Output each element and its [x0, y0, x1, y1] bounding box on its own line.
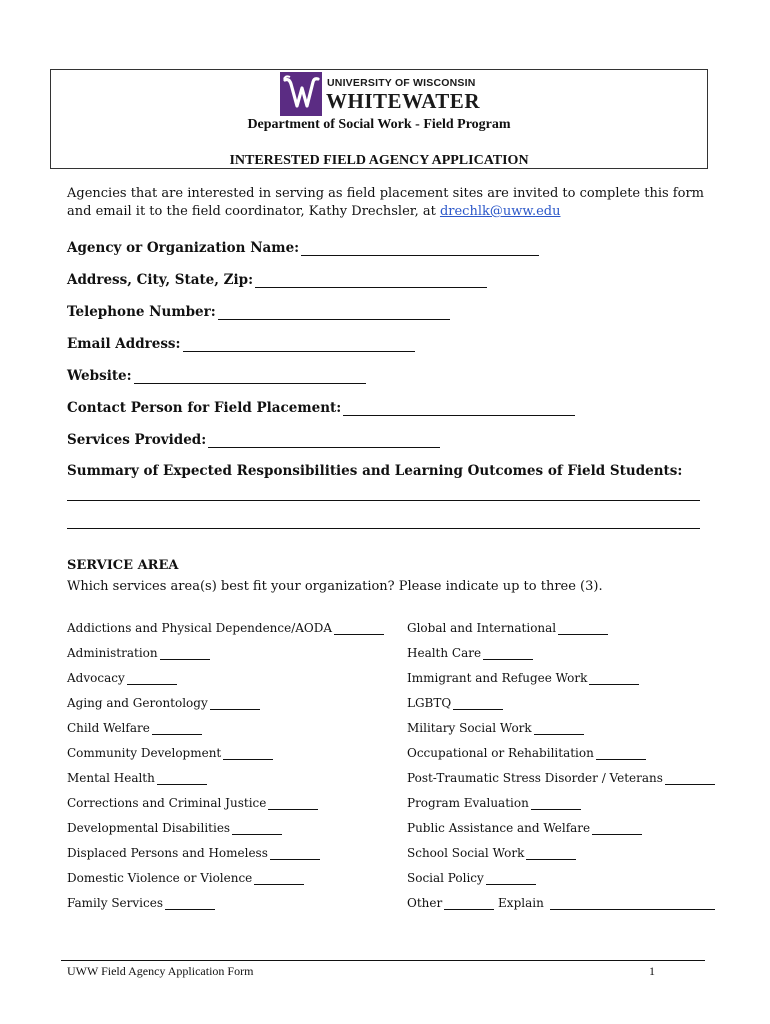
service-item-right: [407, 696, 503, 710]
contact-person-field: [67, 400, 575, 416]
service-item-label: Family Services: [67, 896, 163, 910]
page-number: 1: [649, 964, 655, 978]
service-item-label: Immigrant and Refugee Work: [407, 671, 588, 685]
service-item-check-line[interactable]: [232, 824, 282, 835]
service-item-label: School Social Work: [407, 846, 525, 860]
explain-label: Explain: [494, 896, 548, 910]
agency-name-label: Agency or Organization Name:: [67, 240, 300, 256]
website-field: [67, 368, 366, 384]
service-item-right: [407, 771, 715, 785]
service-area-question: Which services area(s) best fit your organization? Please indicate up to three (3).: [67, 579, 603, 594]
telephone-field: [67, 304, 450, 320]
service-item-left: [67, 721, 202, 735]
service-item-label: Developmental Disabilities: [67, 821, 231, 835]
service-item-left: [67, 671, 177, 685]
service-item-right: [407, 796, 581, 810]
service-item-label: Advocacy: [67, 671, 125, 685]
service-item-check-line[interactable]: [453, 699, 503, 710]
service-item-check-line[interactable]: [558, 624, 608, 635]
contact-person-label: Contact Person for Field Placement:: [67, 400, 342, 416]
service-item-right: [407, 821, 642, 835]
service-item-check-line[interactable]: [534, 724, 584, 735]
service-item-label: Aging and Gerontology: [67, 696, 208, 710]
website-label: Website:: [67, 368, 132, 384]
service-item-label: Global and International: [407, 621, 557, 635]
explain-input-line[interactable]: [550, 899, 715, 910]
service-item-check-line[interactable]: [160, 649, 210, 660]
coordinator-email-link[interactable]: drechlk@uww.edu: [439, 204, 561, 219]
department-heading: Department of Social Work - Field Program: [247, 117, 511, 132]
service-item-check-line[interactable]: [270, 849, 320, 860]
service-item-label: Displaced Persons and Homeless: [67, 846, 268, 860]
services-provided-input-line[interactable]: [208, 435, 440, 448]
services-provided-label: Services Provided:: [67, 432, 207, 448]
service-item-label: Addictions and Physical Dependence/AODA: [67, 621, 333, 635]
service-item-label: Health Care: [407, 646, 482, 660]
summary-field: [67, 463, 682, 479]
footer-form-name: UWW Field Agency Application Form: [67, 964, 254, 978]
service-item-check-line[interactable]: [665, 774, 715, 785]
contact-person-input-line[interactable]: [343, 403, 575, 416]
service-item-right: [407, 721, 584, 735]
service-item-label: LGBTQ: [407, 696, 452, 710]
agency-name-field: [67, 240, 539, 256]
service-item-left: [67, 896, 215, 910]
service-item-left: [67, 821, 282, 835]
service-item-check-line[interactable]: [165, 899, 215, 910]
website-input-line[interactable]: [134, 371, 366, 384]
service-item-right: [407, 746, 646, 760]
intro-paragraph: [67, 185, 707, 221]
summary-input-line-1[interactable]: [67, 500, 700, 501]
agency-name-input-line[interactable]: [301, 243, 539, 256]
service-item-label: Program Evaluation: [407, 796, 529, 810]
service-item-left: [67, 696, 260, 710]
service-item-check-line[interactable]: [268, 799, 318, 810]
service-item-check-line[interactable]: [531, 799, 581, 810]
uww-w-logo-icon: [280, 72, 322, 116]
service-item-check-line[interactable]: [223, 749, 273, 760]
service-item-check-line[interactable]: [254, 874, 304, 885]
service-item-label: Domestic Violence or Violence: [67, 871, 253, 885]
service-item-right: [407, 896, 715, 910]
service-item-label: Social Policy: [407, 871, 484, 885]
service-item-left: [67, 796, 318, 810]
summary-input-line-2[interactable]: [67, 528, 700, 529]
service-item-label: Post-Traumatic Stress Disorder / Veterans: [407, 771, 663, 785]
telephone-label: Telephone Number:: [67, 304, 216, 320]
service-item-right: [407, 671, 639, 685]
logo-whitewater-text: WHITEWATER: [326, 89, 480, 113]
email-field: [67, 336, 415, 352]
service-item-label: Child Welfare: [67, 721, 150, 735]
service-item-check-line[interactable]: [596, 749, 646, 760]
service-item-check-line[interactable]: [526, 849, 576, 860]
address-label: Address, City, State, Zip:: [67, 272, 254, 288]
service-item-left: [67, 846, 320, 860]
service-item-label: Public Assistance and Welfare: [407, 821, 591, 835]
service-item-label: Corrections and Criminal Justice: [67, 796, 267, 810]
service-item-label: Mental Health: [67, 771, 155, 785]
service-item-check-line[interactable]: [157, 774, 207, 785]
service-item-left: [67, 771, 207, 785]
service-item-right: [407, 871, 536, 885]
service-item-right: [407, 846, 576, 860]
service-item-check-line[interactable]: [589, 674, 639, 685]
intro-text: Agencies that are interested in serving as field placement sites are invited to complete this form and email it to the field coordinator, Kathy Drechsler, at: [67, 186, 704, 219]
email-input-line[interactable]: [183, 339, 415, 352]
service-item-label: Administration: [67, 646, 158, 660]
service-item-right: [407, 646, 533, 660]
service-item-check-line[interactable]: [152, 724, 202, 735]
service-item-left: [67, 746, 273, 760]
address-input-line[interactable]: [255, 275, 487, 288]
form-title: INTERESTED FIELD AGENCY APPLICATION: [229, 153, 529, 168]
service-item-check-line[interactable]: [444, 899, 494, 910]
service-item-check-line[interactable]: [127, 674, 177, 685]
service-item-label: Other: [407, 896, 443, 910]
university-logo: [280, 72, 480, 118]
logo-university-text: UNIVERSITY OF WISCONSIN: [327, 77, 476, 89]
service-item-check-line[interactable]: [592, 824, 642, 835]
service-item-label: Community Development: [67, 746, 222, 760]
footer-divider: [61, 960, 705, 961]
telephone-input-line[interactable]: [218, 307, 450, 320]
service-item-check-line[interactable]: [334, 624, 384, 635]
service-item-left: [67, 621, 384, 635]
service-item-label: Occupational or Rehabilitation: [407, 746, 594, 760]
service-item-left: [67, 646, 210, 660]
services-provided-field: [67, 432, 440, 448]
email-label: Email Address:: [67, 336, 181, 352]
service-item-left: [67, 871, 304, 885]
service-item-check-line[interactable]: [483, 649, 533, 660]
service-item-right: [407, 621, 608, 635]
service-item-label: Military Social Work: [407, 721, 532, 735]
service-item-check-line[interactable]: [210, 699, 260, 710]
service-item-check-line[interactable]: [486, 874, 536, 885]
service-area-heading: SERVICE AREA: [67, 558, 179, 573]
address-field: [67, 272, 487, 288]
summary-label: Summary of Expected Responsibilities and Learning Outcomes of Field Students:: [67, 463, 683, 479]
